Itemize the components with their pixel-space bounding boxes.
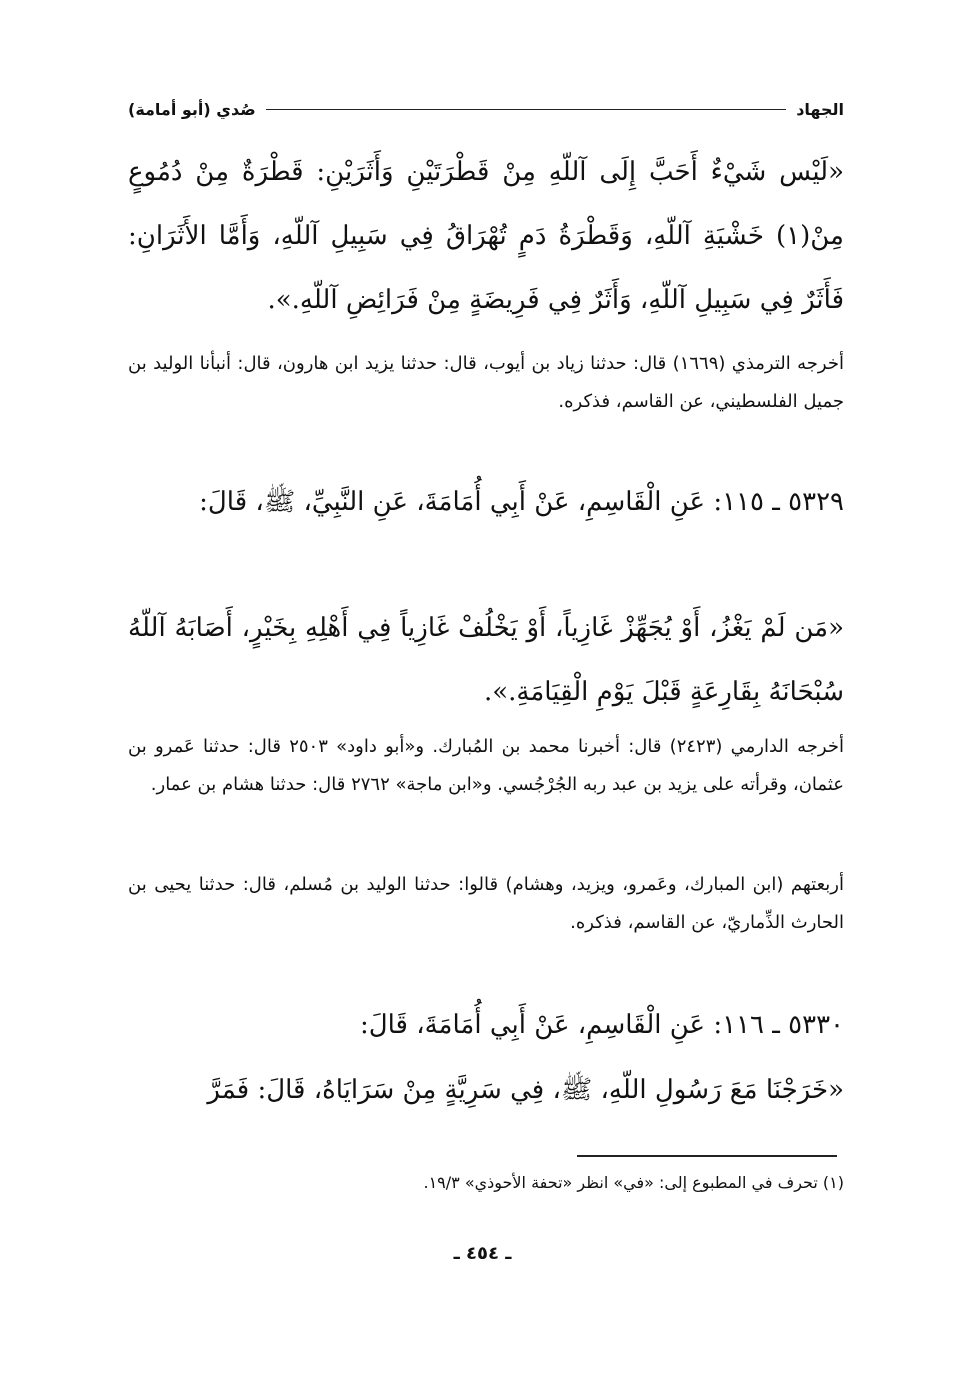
hadith-isnad: ٥٣٢٩ ـ ١١٥: عَنِ الْقَاسِمِ، عَنْ أَبِي أُمَامَةَ، عَنِ النَّبِيِّ، ﷺ، قَالَ: [199,487,844,517]
hadith-text: «لَيْس شَيْءٌ أَحَبَّ إِلَى آللّهِ مِنْ قَطْرَتَيْنِ وَأَثَرَيْنِ: قَطْرَةٌ مِنْ دُمُوعٍ مِنْ(١) خَشْيَةِ آللّهِ، وَقَطْرَةُ دَمٍ تُهْرَاقُ فِي سَبِيلِ آللّهِ، وَأَمَّا الأَثَرَانِ: فَأَثَرٌ فِي سَبِيلِ آللّهِ، وَأَثَرٌ فِي فَرِيضَةٍ مِنْ فَرَائِضِ آللّهِ.». [128,157,844,315]
header-chapter-title: الجهاد [796,99,844,119]
hadith-text: «مَن لَمْ يَغْزُ، أَوْ يُجَهِّزْ غَازِياً، أَوْ يَخْلُفْ غَازِياً فِي أَهْلِهِ بِخَيْرٍ، أَصَابَهُ آللّهُ سُبْحَانَهُ بِقَارِعَةٍ قَبْلَ يَوْمِ الْقِيَامَةِ.». [128,613,844,707]
footnote-separator [577,1155,837,1157]
running-header [128,96,844,122]
hadith-isnad: ٥٣٣٠ ـ ١١٦: عَنِ الْقَاسِمِ، عَنْ أَبِي أُمَامَةَ، قَالَ: [359,1010,844,1040]
takhrij-note: أخرجه الدارمي (٢٤٢٣) قال: أخبرنا محمد بن المُبارك. و«أبو داود» ٢٥٠٣ قال: حدثنا عَمرو بن عثمان، وقرأته على يزيد بن عبد ربه الجُرْجُسي. و«ابن ماجة» ٢٧٦٢ قال: حدثنا هشام بن عمار. [128,736,844,795]
page-number: ـ ٤٥٤ ـ [453,1243,512,1264]
hadith-text: «خَرَجْنَا مَعَ رَسُولِ اللّهِ، ﷺ، فِي سَرِيَّةٍ مِنْ سَرَايَاهُ، قَالَ: فَمَرَّ [207,1075,844,1105]
header-companion-name: صُدي (أبو أمامة) [128,99,256,119]
header-rule [266,109,787,110]
takhrij-note: أخرجه الترمذي (١٦٦٩) قال: حدثنا زياد بن أيوب، قال: حدثنا يزيد ابن هارون، قال: أنبأنا الوليد بن جميل الفلسطيني، عن القاسم، فذكره. [128,353,844,412]
takhrij-note: أربعتهم (ابن المبارك، وعَمرو، ويزيد، وهشام) قالوا: حدثنا الوليد بن مُسلم، قال: حدثنا يحيى بن الحارث الذِّماريّ، عن القاسم، فذكره. [128,874,844,933]
footnote: (١) تحرف في المطبوع إلى: «في» انظر «تحفة الأحوذي» ١٩/٣. [423,1173,844,1192]
